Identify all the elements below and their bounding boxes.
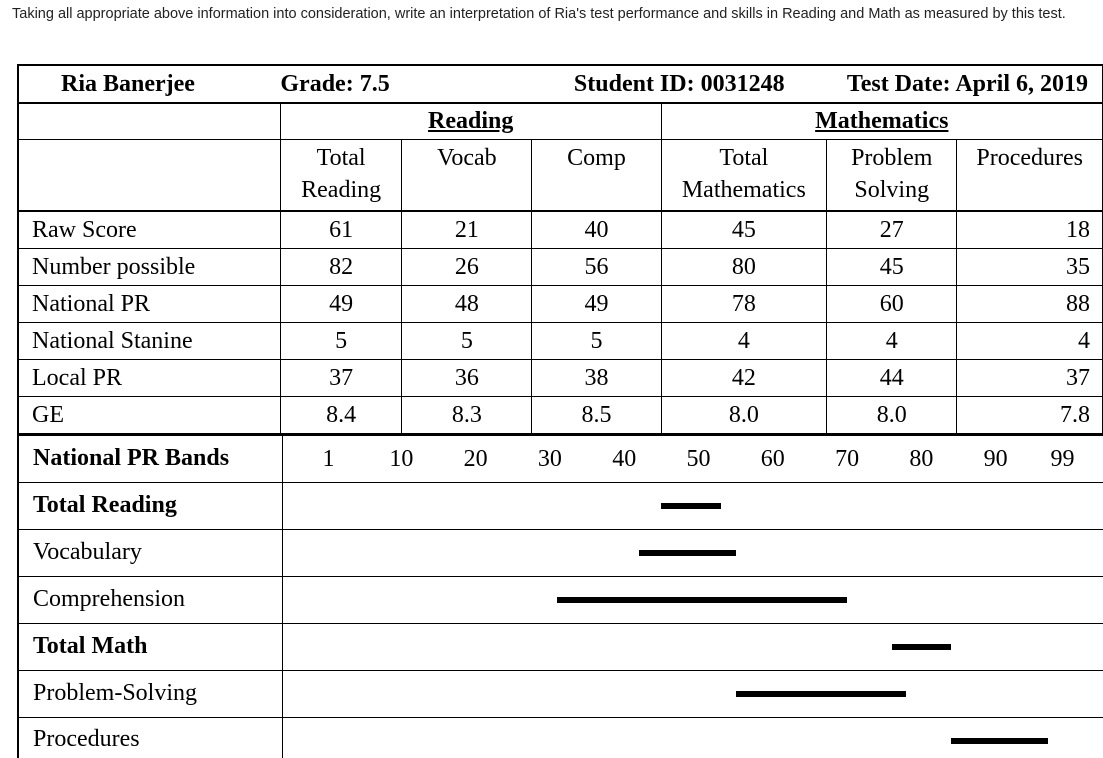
column-header-row [18,139,1103,211]
band-label: Procedures [18,717,282,758]
score-cell: 88 [957,285,1103,322]
score-cell: 5 [402,322,532,359]
math-section-header: Mathematics [661,103,1102,139]
row-label: GE [18,396,280,433]
band-cell [282,529,1103,576]
row-label: Raw Score [18,211,280,248]
pr-bands-table [17,434,1103,758]
score-cell: 49 [532,285,661,322]
student-grade: Grade: 7.5 [280,65,532,103]
band-label: Comprehension [18,576,282,623]
pr-scale [282,435,1103,482]
pr-scale-tick: 60 [760,446,785,472]
pr-band-bar [892,644,951,650]
score-cell: 5 [280,322,401,359]
section-header-row [18,103,1103,139]
pr-band-row [18,529,1103,576]
pr-band-row [18,670,1103,717]
band-cell [282,576,1103,623]
empty-cell [18,103,280,139]
pr-scale-tick: 70 [835,446,860,472]
col-total-math: Total Mathematics [661,139,826,211]
score-cell: 4 [661,322,826,359]
score-cell: 7.8 [957,396,1103,433]
pr-band-row [18,623,1103,670]
score-cell: 82 [280,248,401,285]
pr-scale-row [18,435,1103,482]
pr-band-row [18,717,1103,758]
row-label: National PR [18,285,280,322]
score-cell: 60 [827,285,957,322]
score-row [18,211,1103,248]
row-label: Local PR [18,359,280,396]
pr-scale-tick: 30 [537,446,562,472]
score-cell: 27 [827,211,957,248]
score-row [18,322,1103,359]
score-cell: 21 [402,211,532,248]
band-label: Total Reading [18,482,282,529]
pr-scale-tick: 80 [909,446,934,472]
test-date: Test Date: April 6, 2019 [827,65,1103,103]
pr-scale-tick: 40 [612,446,637,472]
score-cell: 37 [957,359,1103,396]
col-total-reading: Total Reading [280,139,401,211]
score-cell: 37 [280,359,401,396]
band-cell [282,482,1103,529]
student-id: Student ID: 0031248 [532,65,827,103]
score-cell: 49 [280,285,401,322]
question-prompt: Taking all appropriate above information into consideration, write an interpretation of Ria's test performance and skills in Reading and Math as measured by this test. [12,6,1066,22]
score-cell: 4 [957,322,1103,359]
row-label: Number possible [18,248,280,285]
row-label: National Stanine [18,322,280,359]
score-cell: 8.5 [532,396,661,433]
score-report-table [17,64,1103,434]
score-cell: 48 [402,285,532,322]
band-label: Vocabulary [18,529,282,576]
score-cell: 18 [957,211,1103,248]
pr-band-bar [661,503,720,509]
pr-band-bar [557,597,847,603]
score-cell: 36 [402,359,532,396]
empty-cell [18,139,280,211]
score-cell: 40 [532,211,661,248]
band-label: Problem-Solving [18,670,282,717]
score-cell: 42 [661,359,826,396]
band-cell [282,623,1103,670]
score-cell: 35 [957,248,1103,285]
col-problem-solving: Problem Solving [827,139,957,211]
score-cell: 8.0 [827,396,957,433]
pr-band-row [18,576,1103,623]
pr-scale-tick: 90 [983,446,1008,472]
score-cell: 45 [661,211,826,248]
score-row [18,248,1103,285]
score-cell: 78 [661,285,826,322]
student-name: Ria Banerjee [18,65,280,103]
pr-scale-tick: 10 [389,446,414,472]
score-cell: 8.0 [661,396,826,433]
score-row [18,396,1103,433]
pr-scale-tick: 1 [322,446,335,472]
score-cell: 4 [827,322,957,359]
score-cell: 80 [661,248,826,285]
score-cell: 61 [280,211,401,248]
pr-bands-title: National PR Bands [18,435,282,482]
reading-section-header: Reading [280,103,661,139]
band-label: Total Math [18,623,282,670]
col-vocab: Vocab [402,139,532,211]
score-cell: 26 [402,248,532,285]
pr-band-bar [639,550,736,556]
pr-band-row [18,482,1103,529]
score-cell: 56 [532,248,661,285]
pr-scale-tick: 20 [463,446,488,472]
band-cell [282,717,1103,758]
score-cell: 38 [532,359,661,396]
pr-band-bar [736,691,907,697]
band-cell [282,670,1103,717]
col-comp: Comp [532,139,661,211]
score-cell: 45 [827,248,957,285]
score-cell: 44 [827,359,957,396]
score-row [18,359,1103,396]
report-header-row [18,65,1103,103]
score-cell: 5 [532,322,661,359]
pr-scale-tick: 50 [686,446,711,472]
col-procedures: Procedures [957,139,1103,211]
score-cell: 8.4 [280,396,401,433]
pr-scale-tick: 99 [1050,446,1075,472]
pr-band-bar [951,738,1048,744]
score-row [18,285,1103,322]
score-cell: 8.3 [402,396,532,433]
